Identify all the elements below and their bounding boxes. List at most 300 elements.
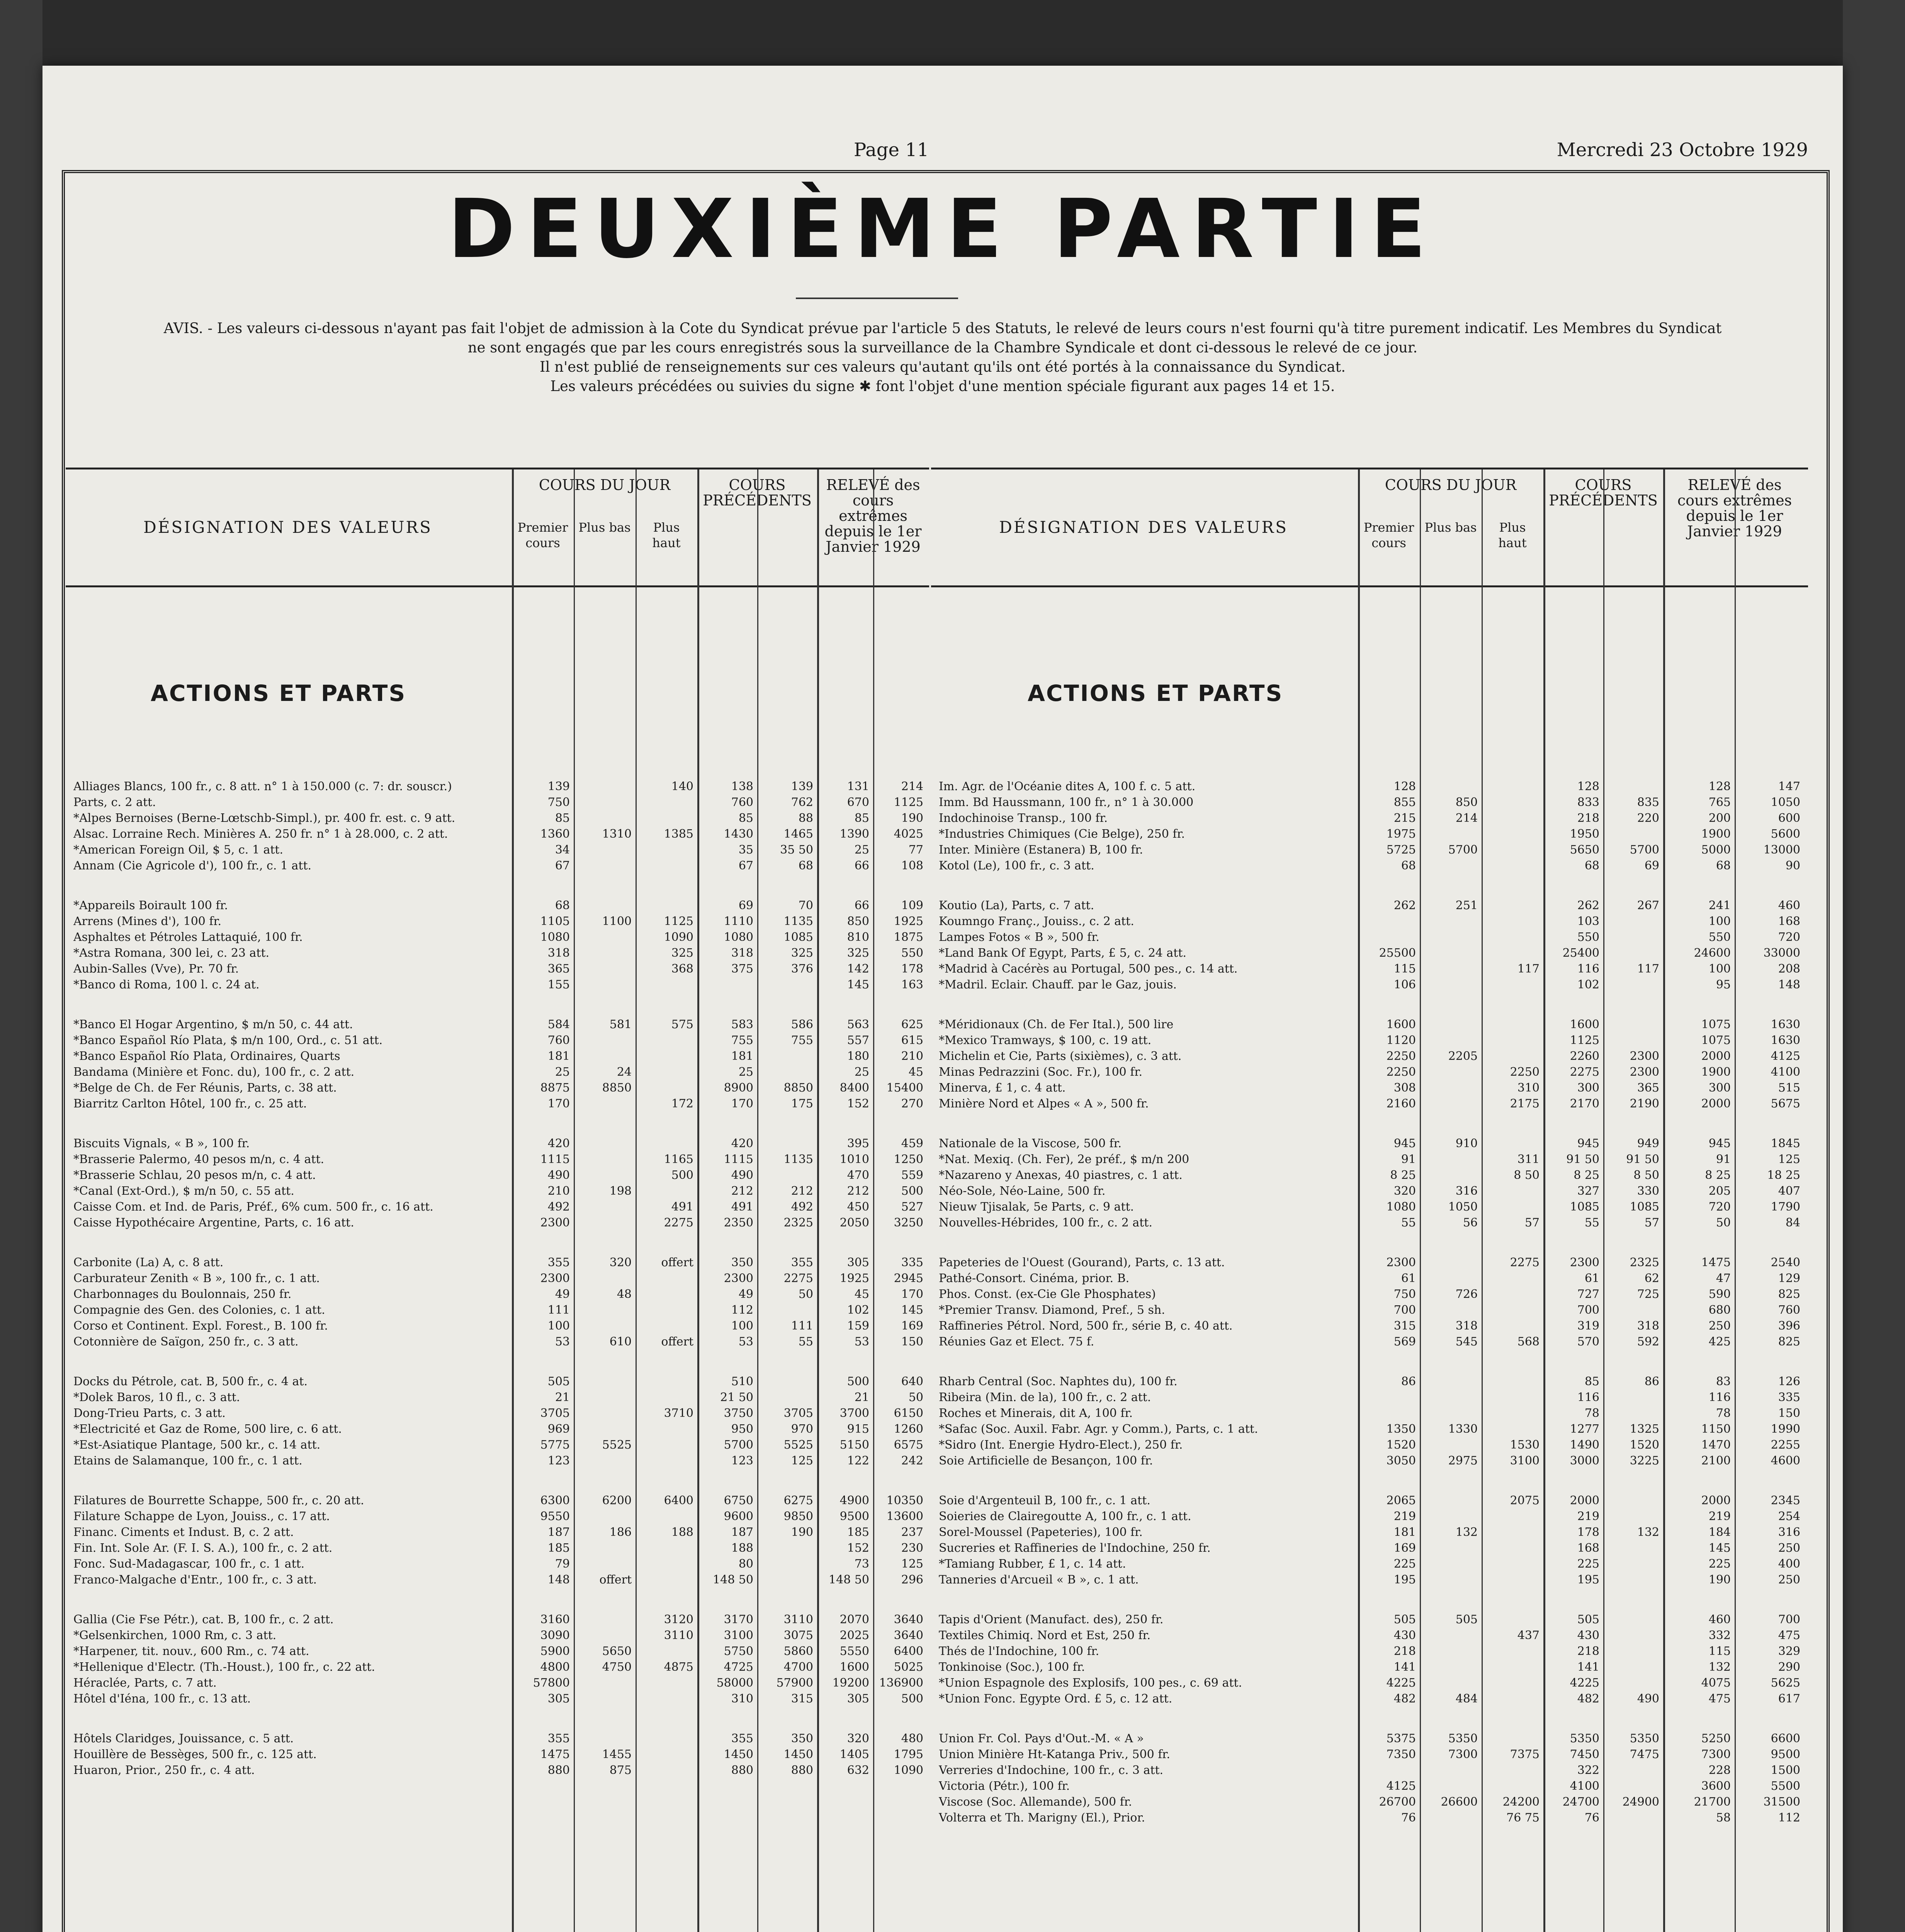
quote-cell: 262 <box>1577 899 1599 912</box>
quote-cell: 583 <box>731 1018 753 1031</box>
quote-cell: 1277 <box>1570 1422 1599 1436</box>
quote-cell: 2260 <box>1570 1049 1599 1063</box>
security-name: Sucreries et Raffineries de l'Indochine, 250 fr. <box>939 1541 1211 1555</box>
table-header <box>931 469 1808 587</box>
quote-cell: 3225 <box>1630 1454 1659 1468</box>
quote-cell: 316 <box>1778 1526 1800 1539</box>
quote-cell: 190 <box>901 811 923 825</box>
quote-cell: 6275 <box>783 1494 813 1507</box>
quote-cell: 825 <box>1778 1287 1800 1301</box>
quote-cell: 141 <box>1577 1660 1599 1674</box>
security-name: *Brasserie Schlau, 20 pesos m/n, c. 4 att. <box>73 1168 316 1182</box>
security-name: Nieuw Tjisalak, 5e Parts, c. 9 att. <box>939 1200 1134 1214</box>
quote-cell: 1310 <box>602 827 632 841</box>
security-name: Pathé-Consort. Cinéma, prior. B. <box>939 1272 1130 1285</box>
quote-cell: 3600 <box>1701 1779 1731 1793</box>
quote-cell: 1475 <box>540 1748 570 1761</box>
quote-cell: 5700 <box>1630 843 1659 857</box>
quote-cell: 945 <box>1393 1137 1416 1150</box>
quote-cell: 6400 <box>664 1494 693 1507</box>
quote-cell: 1900 <box>1701 1065 1731 1079</box>
quote-cell: 1845 <box>1771 1137 1800 1150</box>
quote-cell: 219 <box>1393 1510 1416 1523</box>
quote-cell: 219 <box>1577 1510 1599 1523</box>
quote-cell: 5625 <box>1771 1676 1800 1690</box>
quote-cell: 2300 <box>724 1272 753 1285</box>
quote-cell: 460 <box>1708 1613 1731 1626</box>
quote-cell: 3160 <box>540 1613 570 1626</box>
quote-cell: 750 <box>1393 1287 1416 1301</box>
quote-cell: 1125 <box>1570 1034 1599 1047</box>
quote-cell: 6200 <box>602 1494 632 1507</box>
quote-cell: 1090 <box>894 1764 923 1777</box>
quote-cell: 4125 <box>1771 1049 1800 1063</box>
table-row <box>931 1017 1808 1032</box>
quote-cell: 34 <box>555 843 570 857</box>
quote-cell: 148 <box>547 1573 570 1587</box>
quote-cell: 148 50 <box>829 1573 869 1587</box>
table-row <box>66 1318 929 1334</box>
title-rule <box>796 298 958 299</box>
security-name: Ribeira (Min. de la), 100 fr., c. 2 att. <box>939 1391 1151 1404</box>
quote-cell: 131 <box>847 780 869 793</box>
table-row <box>931 945 1808 961</box>
quote-cell: 195 <box>1393 1573 1416 1587</box>
table-row <box>931 913 1808 929</box>
table-row <box>931 1167 1808 1183</box>
quote-cell: 310 <box>1517 1081 1540 1095</box>
quote-cell: 21700 <box>1694 1795 1731 1809</box>
quote-cell: 355 <box>547 1732 570 1745</box>
security-name: *Safac (Soc. Auxil. Fabr. Agr. y Comm.), Parts, c. 1 att. <box>939 1422 1258 1436</box>
security-name: Hôtels Claridges, Jouissance, c. 5 att. <box>73 1732 294 1745</box>
quote-cell: 24900 <box>1622 1795 1659 1809</box>
security-name: *Banco Español Río Plata, Ordinaires, Quarts <box>73 1049 340 1063</box>
quote-cell: 126 <box>1778 1375 1800 1388</box>
quote-cell: 3250 <box>894 1216 923 1230</box>
quote-cell: 21 <box>555 1391 570 1404</box>
quote-cell: 115 <box>1393 962 1416 976</box>
quote-cell: 145 <box>1708 1541 1731 1555</box>
quote-cell: 5650 <box>1570 843 1599 857</box>
quote-cell: 3120 <box>664 1613 693 1626</box>
security-name: *Astra Romana, 300 lei, c. 23 att. <box>73 946 270 960</box>
quote-cell: 5500 <box>1771 1779 1800 1793</box>
quote-cell: 2170 <box>1570 1097 1599 1111</box>
table-row <box>931 961 1808 977</box>
quote-cell: 559 <box>901 1168 923 1182</box>
quote-cell: 262 <box>1393 899 1416 912</box>
quote-cell: 2945 <box>894 1272 923 1285</box>
quote-cell: 25 <box>854 1065 869 1079</box>
quote-cell: 91 <box>1401 1153 1416 1166</box>
quote-cell: 145 <box>847 978 869 992</box>
security-name: Cotonnière de Saïgon, 250 fr., c. 3 att. <box>73 1335 299 1349</box>
quote-cell: 210 <box>547 1184 570 1198</box>
security-name: Annam (Cie Agricole d'), 100 fr., c. 1 att. <box>73 859 312 872</box>
quote-cell: 267 <box>1637 899 1659 912</box>
table-row <box>931 1048 1808 1064</box>
quote-cell: 316 <box>1455 1184 1478 1198</box>
scan-right-edge <box>1843 0 1905 1932</box>
quote-cell: 2300 <box>1630 1065 1659 1079</box>
security-name: Réunies Gaz et Elect. 75 f. <box>939 1335 1094 1349</box>
quotes-table-left <box>66 468 929 1932</box>
quote-cell: 25 <box>555 1065 570 1079</box>
quote-cell: 76 75 <box>1506 1811 1540 1825</box>
quote-cell: 8900 <box>724 1081 753 1095</box>
quote-cell: 310 <box>731 1692 753 1706</box>
quote-cell: 308 <box>1393 1081 1416 1095</box>
quote-cell: 482 <box>1577 1692 1599 1706</box>
quote-cell: 2250 <box>1510 1065 1540 1079</box>
table-row <box>66 1183 929 1199</box>
quote-cell: 305 <box>547 1692 570 1706</box>
quote-cell: 186 <box>609 1526 632 1539</box>
quote-cell: 116 <box>1708 1391 1731 1404</box>
quote-cell: 2255 <box>1771 1438 1800 1452</box>
quote-cell: 2050 <box>839 1216 869 1230</box>
quote-cell: 475 <box>1708 1692 1731 1706</box>
security-name: Aubin-Salles (Vve), Pr. 70 fr. <box>73 962 239 976</box>
table-row <box>66 1334 929 1350</box>
header-premier-cours: Premier cours <box>517 520 568 550</box>
quote-cell: 31500 <box>1763 1795 1800 1809</box>
security-name: Volterra et Th. Marigny (El.), Prior. <box>939 1811 1145 1825</box>
quote-cell: 355 <box>547 1256 570 1269</box>
quote-cell: 68 <box>1401 859 1416 872</box>
quote-cell: 1405 <box>839 1748 869 1761</box>
quote-cell: 910 <box>1455 1137 1478 1150</box>
quote-cell: offert <box>661 1335 693 1349</box>
quote-cell: 116 <box>1577 962 1599 976</box>
page-number: Page 11 <box>854 139 929 161</box>
table-row <box>931 858 1808 874</box>
quote-cell: 68 <box>1584 859 1599 872</box>
quote-cell: 9600 <box>724 1510 753 1523</box>
quote-cell: 53 <box>854 1335 869 1349</box>
table-row <box>66 1270 929 1286</box>
security-name: Soie Artificielle de Besançon, 100 fr. <box>939 1454 1153 1468</box>
quote-cell: 6750 <box>724 1494 753 1507</box>
quote-cell: 4750 <box>602 1660 632 1674</box>
table-row <box>931 1659 1808 1675</box>
quote-cell: 3050 <box>1386 1454 1416 1468</box>
quote-cell: 4100 <box>1570 1779 1599 1793</box>
quote-cell: 2325 <box>1630 1256 1659 1269</box>
quote-cell: 188 <box>671 1526 693 1539</box>
quote-cell: 1110 <box>724 915 753 928</box>
quote-cell: 53 <box>738 1335 753 1349</box>
quote-cell: 5775 <box>540 1438 570 1452</box>
quote-cell: 290 <box>1778 1660 1800 1674</box>
security-name: *Nazareno y Anexas, 40 piastres, c. 1 att. <box>939 1168 1183 1182</box>
quote-cell: 700 <box>1577 1303 1599 1317</box>
table-row <box>931 810 1808 826</box>
quote-cell: 210 <box>901 1049 923 1063</box>
quote-cell: 187 <box>731 1526 753 1539</box>
quote-cell: 970 <box>791 1422 813 1436</box>
table-row <box>66 1374 929 1389</box>
quote-cell: 376 <box>791 962 813 976</box>
table-row <box>66 1215 929 1231</box>
quote-cell: 4025 <box>894 827 923 841</box>
quote-cell: 83 <box>1716 1375 1731 1388</box>
header-releve: RELEVÉ des cours extrêmes depuis le 1er Janvier 1929 <box>1677 476 1792 540</box>
quote-cell: 5700 <box>1448 843 1478 857</box>
table-row <box>931 1762 1808 1778</box>
quote-cell: 24700 <box>1562 1795 1599 1809</box>
quote-cell: 320 <box>1393 1184 1416 1198</box>
quote-cell: 128 <box>1708 780 1731 793</box>
security-name: Filatures de Bourrette Schappe, 500 fr., c. 20 att. <box>73 1494 364 1507</box>
quote-cell: 727 <box>1577 1287 1599 1301</box>
quote-cell: 50 <box>908 1391 923 1404</box>
quote-cell: 45 <box>908 1065 923 1079</box>
security-name: Koutio (La), Parts, c. 7 att. <box>939 899 1094 912</box>
quote-cell: 102 <box>847 1303 869 1317</box>
quote-cell: 296 <box>901 1573 923 1587</box>
quote-cell: 640 <box>901 1375 923 1388</box>
quote-cell: 1630 <box>1771 1018 1800 1031</box>
security-name: *Union Fonc. Egypte Ord. £ 5, c. 12 att. <box>939 1692 1173 1706</box>
quote-cell: 61 <box>1584 1272 1599 1285</box>
quote-cell: 68 <box>798 859 813 872</box>
quote-cell: 6400 <box>894 1645 923 1658</box>
quote-cell: 25 <box>738 1065 753 1079</box>
quote-cell: 762 <box>791 796 813 809</box>
quote-cell: 437 <box>1517 1629 1540 1642</box>
table-body <box>931 779 1808 1826</box>
quote-cell: 123 <box>731 1454 753 1468</box>
table-row <box>66 913 929 929</box>
quote-cell: 586 <box>791 1018 813 1031</box>
table-row <box>66 1659 929 1675</box>
quote-cell: 7450 <box>1570 1748 1599 1761</box>
header-plus-haut: Plus haut <box>1498 520 1527 550</box>
quote-cell: 318 <box>731 946 753 960</box>
table-row <box>931 898 1808 913</box>
quote-cell: 25400 <box>1562 946 1599 960</box>
quote-cell: 755 <box>731 1034 753 1047</box>
quote-cell: 300 <box>1577 1081 1599 1095</box>
quote-cell: 198 <box>609 1184 632 1198</box>
quote-cell: 570 <box>1577 1335 1599 1349</box>
security-name: Filature Schappe de Lyon, Jouiss., c. 17 att. <box>73 1510 330 1523</box>
quote-cell: 150 <box>901 1335 923 1349</box>
quote-cell: 8 50 <box>1633 1168 1659 1182</box>
security-name: Franco-Malgache d'Entr., 100 fr., c. 3 att. <box>73 1573 317 1587</box>
quote-cell: 2025 <box>839 1629 869 1642</box>
security-name: Carbonite (La) A, c. 8 att. <box>73 1256 224 1269</box>
quote-cell: 170 <box>731 1097 753 1111</box>
quote-cell: 90 <box>1785 859 1800 872</box>
quote-cell: 3000 <box>1570 1454 1599 1468</box>
security-name: *Est-Asiatique Plantage, 500 kr., c. 14 att. <box>73 1438 321 1452</box>
table-row <box>931 1032 1808 1048</box>
quote-cell: 57 <box>1644 1216 1659 1230</box>
quote-cell: 218 <box>1577 1645 1599 1658</box>
quote-cell: 128 <box>1393 780 1416 793</box>
table-row <box>931 1389 1808 1405</box>
quote-cell: 1085 <box>1630 1200 1659 1214</box>
quote-cell: 2275 <box>1570 1065 1599 1079</box>
security-name: Textiles Chimiq. Nord et Est, 250 fr. <box>939 1629 1151 1642</box>
quote-cell: 4600 <box>1771 1454 1800 1468</box>
quote-cell: 33000 <box>1763 946 1800 960</box>
table-row <box>931 1747 1808 1762</box>
quote-cell: 24600 <box>1694 946 1731 960</box>
quote-cell: 250 <box>1778 1541 1800 1555</box>
quote-cell: 62 <box>1644 1272 1659 1285</box>
quote-cell: 625 <box>901 1018 923 1031</box>
quote-cell: 505 <box>1393 1613 1416 1626</box>
quote-cell: 228 <box>1708 1764 1731 1777</box>
quote-cell: 4725 <box>724 1660 753 1674</box>
security-name: *Dolek Baros, 10 fl., c. 3 att. <box>73 1391 240 1404</box>
quote-cell: 8850 <box>602 1081 632 1095</box>
quote-cell: 77 <box>908 843 923 857</box>
quote-cell: 25 <box>854 843 869 857</box>
quote-cell: 84 <box>1785 1216 1800 1230</box>
quote-cell: 590 <box>1708 1287 1731 1301</box>
quote-cell: 145 <box>901 1303 923 1317</box>
quote-cell: 365 <box>547 962 570 976</box>
quote-cell: 915 <box>847 1422 869 1436</box>
quote-cell: 850 <box>1455 796 1478 809</box>
quote-cell: 49 <box>738 1287 753 1301</box>
header-cours-du-jour: COURS DU JOUR <box>539 476 671 493</box>
security-name: *Harpener, tit. nouv., 600 Rm., c. 74 att. <box>73 1645 309 1658</box>
avis-line-3: Il n'est publié de renseignements sur ces valeurs qu'autant qu'ils ont été portés à la connaissance du Syndicat. <box>539 359 1346 375</box>
security-name: Inter. Minière (Estanera) B, 100 fr. <box>939 843 1143 857</box>
quote-cell: 8875 <box>540 1081 570 1095</box>
quote-cell: 58000 <box>716 1676 753 1690</box>
quote-cell: 8400 <box>839 1081 869 1095</box>
quote-cell: 18 25 <box>1767 1168 1800 1182</box>
quote-cell: 4875 <box>664 1660 693 1674</box>
quote-cell: 500 <box>847 1375 869 1388</box>
quote-cell: 212 <box>791 1184 813 1198</box>
table-row <box>66 1421 929 1437</box>
quote-cell: 185 <box>547 1541 570 1555</box>
quote-cell: 91 50 <box>1626 1153 1659 1166</box>
quote-cell: 325 <box>671 946 693 960</box>
quote-cell: 250 <box>1708 1319 1731 1333</box>
security-name: *Hellenique d'Electr. (Th.-Houst.), 100 fr., c. 22 att. <box>73 1660 375 1674</box>
quote-cell: 188 <box>731 1541 753 1555</box>
quote-cell: 2540 <box>1771 1256 1800 1269</box>
quote-cell: 8850 <box>783 1081 813 1095</box>
table-row <box>66 1302 929 1318</box>
quote-cell: 111 <box>791 1319 813 1333</box>
quote-cell: 300 <box>1708 1081 1731 1095</box>
quote-cell: 550 <box>1577 930 1599 944</box>
quote-cell: 420 <box>731 1137 753 1150</box>
quote-cell: 8 25 <box>1705 1168 1731 1182</box>
quote-cell: 212 <box>847 1184 869 1198</box>
quote-cell: 150 <box>1778 1406 1800 1420</box>
header-releve: RELEVÉ des cours extrêmes depuis le 1er Janvier 1929 <box>824 476 922 555</box>
table-row <box>931 1612 1808 1628</box>
security-name: Biarritz Carlton Hôtel, 100 fr., c. 25 att. <box>73 1097 307 1111</box>
quote-cell: 510 <box>731 1375 753 1388</box>
security-name: Financ. Ciments et Indust. B, c. 2 att. <box>73 1526 294 1539</box>
quote-cell: 545 <box>1455 1335 1478 1349</box>
quote-cell: 2975 <box>1448 1454 1478 1468</box>
quote-cell: 215 <box>1393 811 1416 825</box>
table-row <box>66 810 929 826</box>
quote-cell: 88 <box>798 811 813 825</box>
quote-cell: 1390 <box>839 827 869 841</box>
table-row <box>66 1540 929 1556</box>
quote-cell: 6600 <box>1771 1732 1800 1745</box>
quote-cell: 617 <box>1778 1692 1800 1706</box>
quote-cell: 53 <box>555 1335 570 1349</box>
quote-cell: 50 <box>1716 1216 1731 1230</box>
security-name: *Land Bank Of Egypt, Parts, £ 5, c. 24 att. <box>939 946 1186 960</box>
table-row <box>931 1493 1808 1509</box>
table-row <box>931 1080 1808 1096</box>
quote-cell: 395 <box>847 1137 869 1150</box>
quote-cell: 2350 <box>724 1216 753 1230</box>
quote-cell: 55 <box>798 1335 813 1349</box>
quote-cell: 55 <box>1584 1216 1599 1230</box>
quote-cell: 2325 <box>783 1216 813 1230</box>
security-name: *Union Espagnole des Explosifs, 100 pes., c. 69 att. <box>939 1676 1242 1690</box>
table-row <box>931 1540 1808 1556</box>
security-name: Alsac. Lorraine Rech. Minières A. 250 fr. n° 1 à 28.000, c. 2 att. <box>73 827 448 841</box>
quote-cell: 305 <box>847 1692 869 1706</box>
quote-cell: 1490 <box>1570 1438 1599 1452</box>
quote-cell: 125 <box>791 1454 813 1468</box>
quote-cell: 230 <box>901 1541 923 1555</box>
quote-cell: 3170 <box>724 1613 753 1626</box>
table-row <box>66 929 929 945</box>
quote-cell: 181 <box>1393 1526 1416 1539</box>
quote-cell: 569 <box>1393 1335 1416 1349</box>
quote-cell: 1090 <box>664 930 693 944</box>
quote-cell: 159 <box>847 1319 869 1333</box>
security-name: Charbonnages du Boulonnais, 250 fr. <box>73 1287 292 1301</box>
header-cours-precedents: COURS PRÉCÉDENTS <box>703 476 812 509</box>
quote-cell: 78 <box>1584 1406 1599 1420</box>
security-name: Hôtel d'Iéna, 100 fr., c. 13 att. <box>73 1692 251 1706</box>
table-row <box>931 794 1808 810</box>
security-name: *Sidro (Int. Energie Hydro-Elect.), 250 fr. <box>939 1438 1183 1452</box>
table-row <box>66 961 929 977</box>
quote-cell: 250 <box>1778 1573 1800 1587</box>
quote-cell: 492 <box>791 1200 813 1214</box>
quote-cell: 5375 <box>1386 1732 1416 1745</box>
quote-cell: 116 <box>1577 1391 1599 1404</box>
quote-cell: 396 <box>1778 1319 1800 1333</box>
table-row <box>66 1199 929 1215</box>
header-designation: DÉSIGNATION DES VALEURS <box>143 518 432 537</box>
security-name: *Banco di Roma, 100 l. c. 24 at. <box>73 978 260 992</box>
quote-cell: 142 <box>847 962 869 976</box>
quote-cell: 1600 <box>1386 1018 1416 1031</box>
security-name: *Méridionaux (Ch. de Fer Ital.), 500 lire <box>939 1018 1174 1031</box>
quote-cell: 1125 <box>894 796 923 809</box>
table-row <box>931 1183 1808 1199</box>
security-name: *Appareils Boirault 100 fr. <box>73 899 228 912</box>
quote-cell: 241 <box>1708 899 1731 912</box>
table-row <box>66 1048 929 1064</box>
quote-cell: 148 50 <box>713 1573 753 1587</box>
quote-cell: 6300 <box>540 1494 570 1507</box>
quote-cell: 833 <box>1577 796 1599 809</box>
